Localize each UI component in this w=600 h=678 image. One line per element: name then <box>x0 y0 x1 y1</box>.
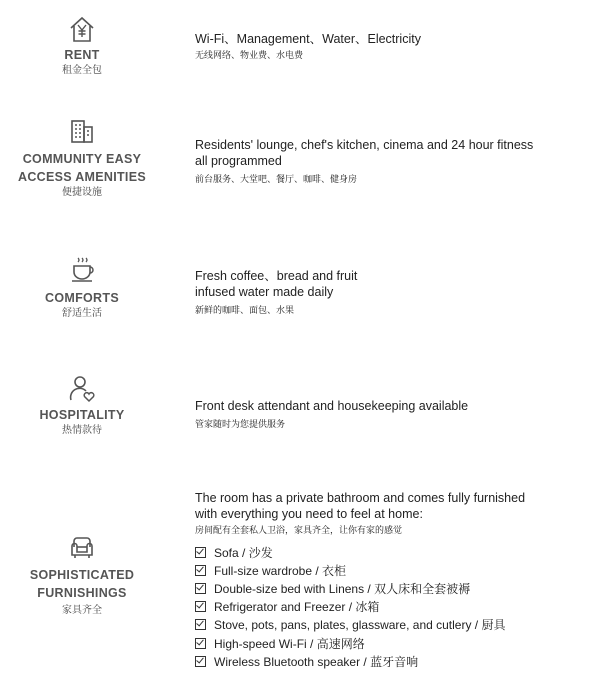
checkbox-icon <box>195 601 206 612</box>
community-title-cn: 便捷设施 <box>62 187 102 198</box>
list-item <box>195 652 590 670</box>
hospitality-title-cn: 热情款待 <box>62 425 102 436</box>
hospitality-desc: Front desk attendant and housekeeping available <box>195 399 469 413</box>
comforts-title: COMFORTS <box>45 291 119 305</box>
furnishings-title-line1: SOPHISTICATED <box>29 568 135 582</box>
rent-description <box>195 31 590 62</box>
comforts-title-cn: 舒适生活 <box>62 308 102 319</box>
list-item <box>195 598 590 616</box>
list-item-label: High-speed Wi-Fi / 高速网络 <box>214 636 365 651</box>
list-item-label: Refrigerator and Freezer / 冰箱 <box>214 600 380 615</box>
yuan-house-icon <box>67 14 97 44</box>
list-item-label: Stove, pots, pans, plates, glassware, and cutlery / 厨具 <box>214 618 506 633</box>
furnishings-checklist <box>195 543 590 670</box>
rent-title-cn: 租金全包 <box>62 65 102 76</box>
furnishings-desc-line2: with everything you need to feel at home: <box>195 507 423 521</box>
comforts-desc-cn: 新鲜的咖啡、面包、水果 <box>195 305 295 315</box>
checkbox-icon <box>195 656 206 667</box>
rent-desc: Wi-Fi、Management、Water、Electricity <box>195 32 421 46</box>
furnishings-label-block <box>0 532 164 618</box>
hospitality-desc-cn: 管家随时为您提供服务 <box>195 419 286 429</box>
hospitality-description <box>195 398 590 431</box>
community-title-line2: ACCESS AMENITIES <box>18 170 146 184</box>
community-description <box>195 137 590 186</box>
list-item-label: Wireless Bluetooth speaker / 蓝牙音响 <box>214 654 419 669</box>
furnishings-description <box>195 490 590 670</box>
rent-title: RENT <box>64 48 100 62</box>
community-desc-line2: all programmed <box>195 154 282 168</box>
comforts-desc-line2: infused water made daily <box>195 285 334 299</box>
comforts-description <box>195 268 590 317</box>
community-title-line1: COMMUNITY EASY <box>22 152 142 166</box>
checkbox-icon <box>195 547 206 558</box>
list-item-label: Full-size wardrobe / 衣柜 <box>214 563 347 578</box>
person-heart-icon <box>67 374 97 404</box>
rent-label-block <box>0 14 164 78</box>
community-desc-cn: 前台服务、大堂吧、餐厅、咖啡、健身房 <box>195 174 358 184</box>
list-item-label: Double-size bed with Linens / 双人床和全套被褥 <box>214 581 471 596</box>
comforts-label-block <box>0 255 164 321</box>
checkbox-icon <box>195 619 206 630</box>
furnishings-desc-line1: The room has a private bathroom and comes fully furnished <box>195 491 526 505</box>
furnishings-desc-cn: 房间配有全套私人卫浴，家具齐全，让你有家的感觉 <box>195 525 403 535</box>
hospitality-title: HOSPITALITY <box>39 408 125 422</box>
list-item <box>195 634 590 652</box>
list-item <box>195 579 590 597</box>
furnishings-title-line2: FURNISHINGS <box>37 586 127 600</box>
community-label-block <box>0 116 164 200</box>
armchair-icon <box>67 532 97 562</box>
checkbox-icon <box>195 638 206 649</box>
list-item <box>195 561 590 579</box>
hospitality-label-block <box>0 374 164 438</box>
comforts-desc-line1: Fresh coffee、bread and fruit <box>195 269 358 283</box>
rent-desc-cn: 无线网络、物业费、水电费 <box>195 50 304 60</box>
list-item <box>195 616 590 634</box>
list-item-label: Sofa / 沙发 <box>214 545 273 560</box>
checkbox-icon <box>195 583 206 594</box>
furnishings-title-cn: 家具齐全 <box>62 605 102 616</box>
building-icon <box>67 116 97 146</box>
community-desc-line1: Residents' lounge, chef's kitchen, cinema and 24 hour fitness <box>195 138 534 152</box>
checkbox-icon <box>195 565 206 576</box>
list-item <box>195 543 590 561</box>
coffee-cup-icon <box>67 255 97 285</box>
